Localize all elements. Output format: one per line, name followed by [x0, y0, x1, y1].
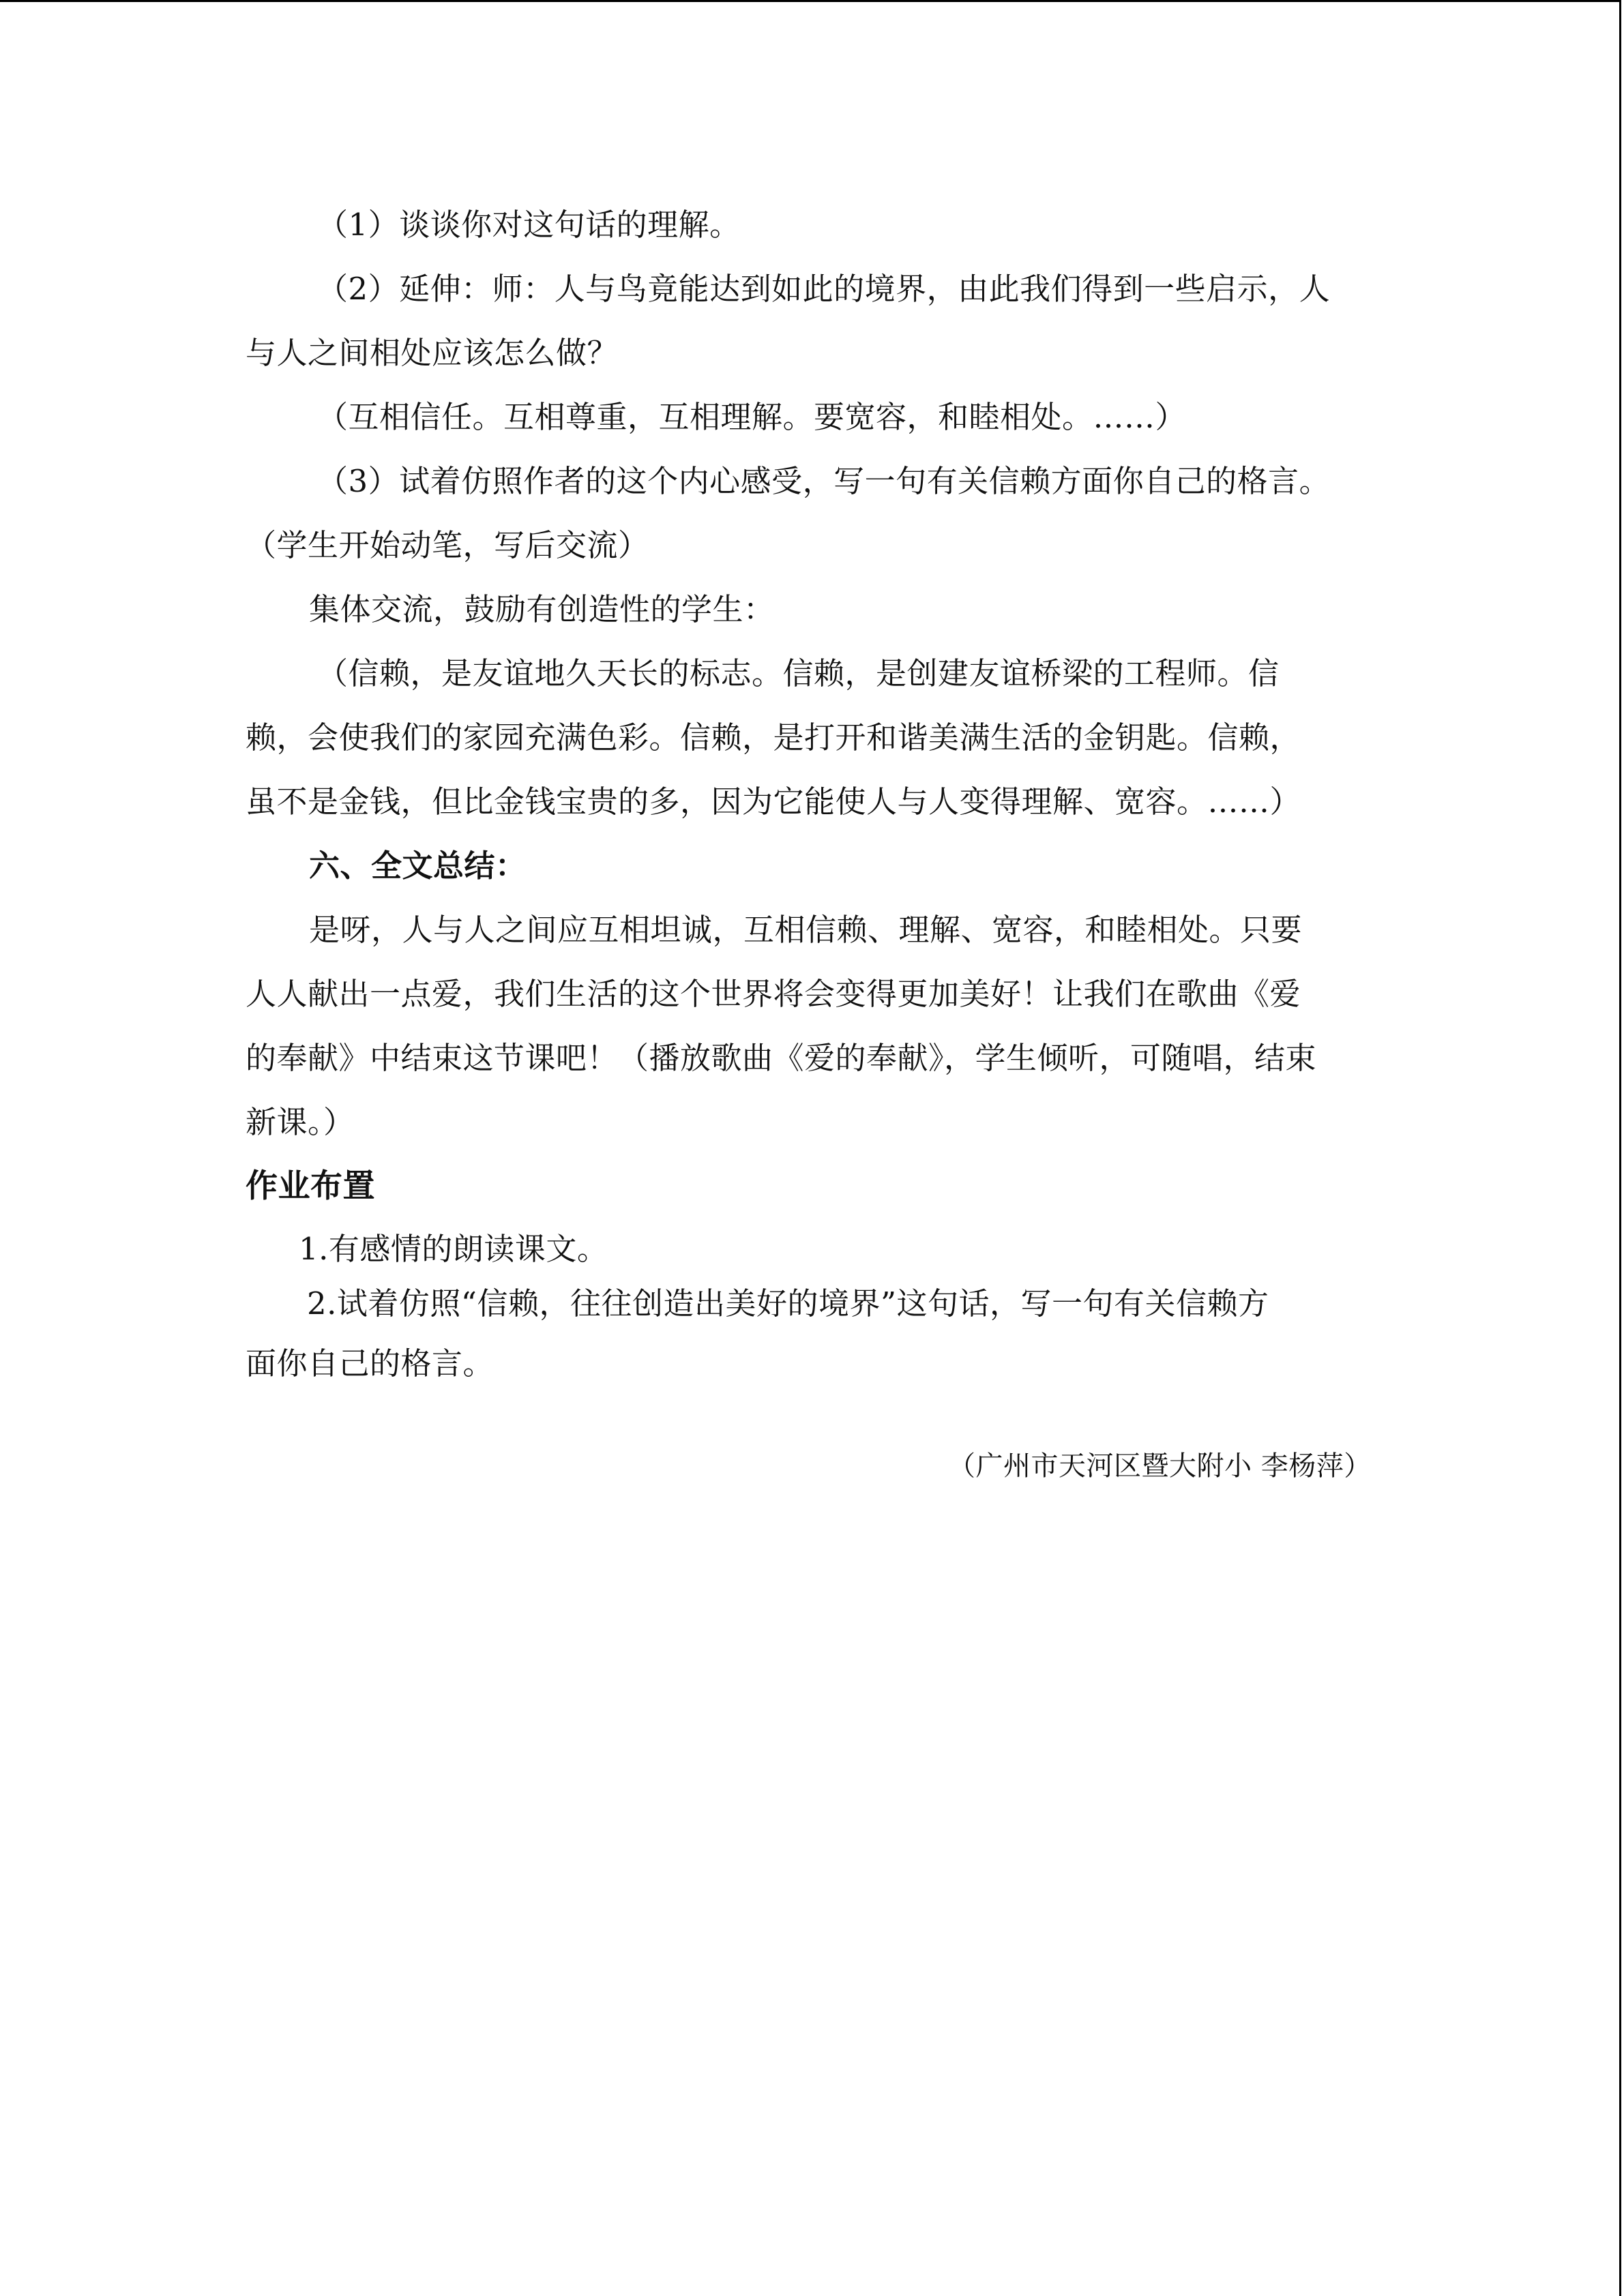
- paragraph-line: 赖，会使我们的家园充满色彩。信赖，是打开和谐美满生活的金钥匙。信赖，: [246, 719, 1301, 756]
- paragraph-line: 与人之间相处应该怎么做？: [246, 335, 619, 371]
- homework-item: 2.试着仿照“信赖，往往创造出美好的境界”这句话，写一句有关信赖方: [307, 1285, 1269, 1322]
- paragraph-line: （互相信任。互相尊重，互相理解。要宽容，和睦相处。……）: [317, 399, 1187, 435]
- author-signature: （广州市天河区暨大附小 李杨萍）: [948, 1450, 1372, 1482]
- paragraph-line: 集体交流，鼓励有创造性的学生：: [309, 591, 775, 627]
- paragraph-line: 人人献出一点爱，我们生活的这个世界将会变得更加美好！让我们在歌曲《爱: [246, 976, 1301, 1012]
- homework-heading: 作业布置: [246, 1167, 375, 1205]
- section-heading: 六、全文总结：: [309, 848, 527, 884]
- paragraph-line: （信赖，是友谊地久天长的标志。信赖，是创建友谊桥梁的工程师。信: [317, 655, 1280, 691]
- homework-item: 面你自己的格言。: [246, 1345, 494, 1382]
- paragraph-line: 新课。）: [246, 1104, 355, 1140]
- paragraph-line: （1）谈谈你对这句话的理解。: [317, 207, 741, 243]
- homework-item: 1.有感情的朗读课文。: [299, 1231, 608, 1267]
- paragraph-line: （3）试着仿照作者的这个内心感受，写一句有关信赖方面你自己的格言。: [317, 463, 1331, 499]
- paragraph-line: 虽不是金钱，但比金钱宝贵的多，因为它能使人与人变得理解、宽容。……）: [246, 784, 1301, 820]
- paragraph-line: 是呀，人与人之间应互相坦诚，互相信赖、理解、宽容，和睦相处。只要: [309, 912, 1303, 948]
- paragraph-line: （学生开始动笔，写后交流）: [246, 527, 649, 563]
- paragraph-line: （2）延伸：师：人与鸟竟能达到如此的境界，由此我们得到一些启示，人: [317, 271, 1331, 307]
- paragraph-line: 的奉献》中结束这节课吧！（播放歌曲《爱的奉献》，学生倾听，可随唱，结束: [246, 1040, 1317, 1076]
